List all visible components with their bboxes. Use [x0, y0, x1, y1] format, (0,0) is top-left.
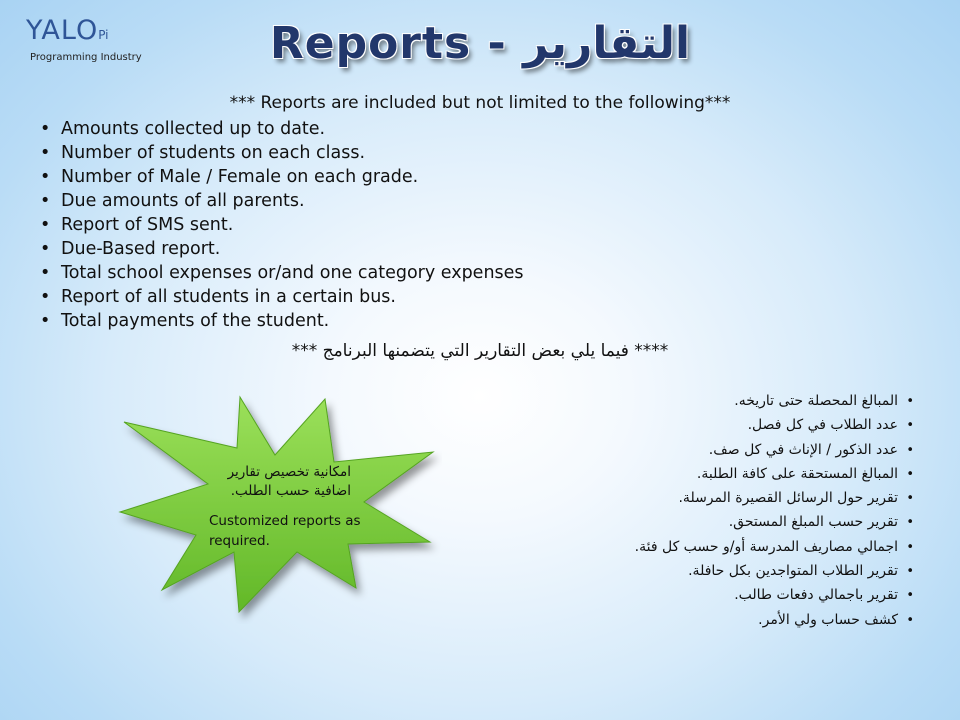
- list-item: • تقرير حول الرسائل القصيرة المرسلة.: [635, 486, 914, 510]
- callout-text: [209, 463, 369, 551]
- list-item: • المبالغ المحصلة حتى تاريخه.: [635, 389, 914, 413]
- list-item: • المبالغ المستحقة على كافة الطلبة.: [635, 462, 914, 486]
- list-item: • Amounts collected up to date.: [40, 117, 524, 141]
- logo-suffix: Pi: [98, 28, 109, 42]
- list-item: • Due-Based report.: [40, 237, 524, 261]
- list-item: • Number of Male / Female on each grade.: [40, 165, 524, 189]
- arabic-intro-text: **** فيما يلي بعض التقارير التي يتضمنها البرنامج ***: [291, 341, 669, 361]
- page-title: Reports - التقارير: [269, 18, 691, 69]
- list-item: • تقرير حسب المبلغ المستحق.: [635, 510, 914, 534]
- list-item: • Number of students on each class.: [40, 141, 524, 165]
- list-item: • كشف حساب ولي الأمر.: [635, 608, 914, 632]
- list-item: • اجمالي مصاريف المدرسة أو/و حسب كل فئة.: [635, 535, 914, 559]
- list-item: • عدد الطلاب في كل فصل.: [635, 413, 914, 437]
- callout-arabic: امكانية تخصيص تقارير اضافية حسب الطلب.: [227, 464, 351, 499]
- list-item: • Report of all students in a certain bus.: [40, 285, 524, 309]
- intro-text: *** Reports are included but not limited to the following***: [229, 93, 731, 113]
- list-item: • عدد الذكور / الإناث في كل صف.: [635, 438, 914, 462]
- list-item: • Due amounts of all parents.: [40, 189, 524, 213]
- list-item: • تقرير الطلاب المتواجدين بكل حافلة.: [635, 559, 914, 583]
- list-item: • Total payments of the student.: [40, 309, 524, 333]
- list-item: • تقرير باجمالي دفعات طالب.: [635, 583, 914, 607]
- arabic-report-list: [635, 389, 914, 632]
- logo-tagline: Programming Industry: [30, 52, 142, 63]
- callout-english: Customized reports as required.: [209, 513, 361, 549]
- logo-main-text: YALO: [26, 15, 99, 46]
- list-item: • Total school expenses or/and one category expenses: [40, 261, 524, 285]
- list-item: • Report of SMS sent.: [40, 213, 524, 237]
- english-report-list: [40, 117, 524, 333]
